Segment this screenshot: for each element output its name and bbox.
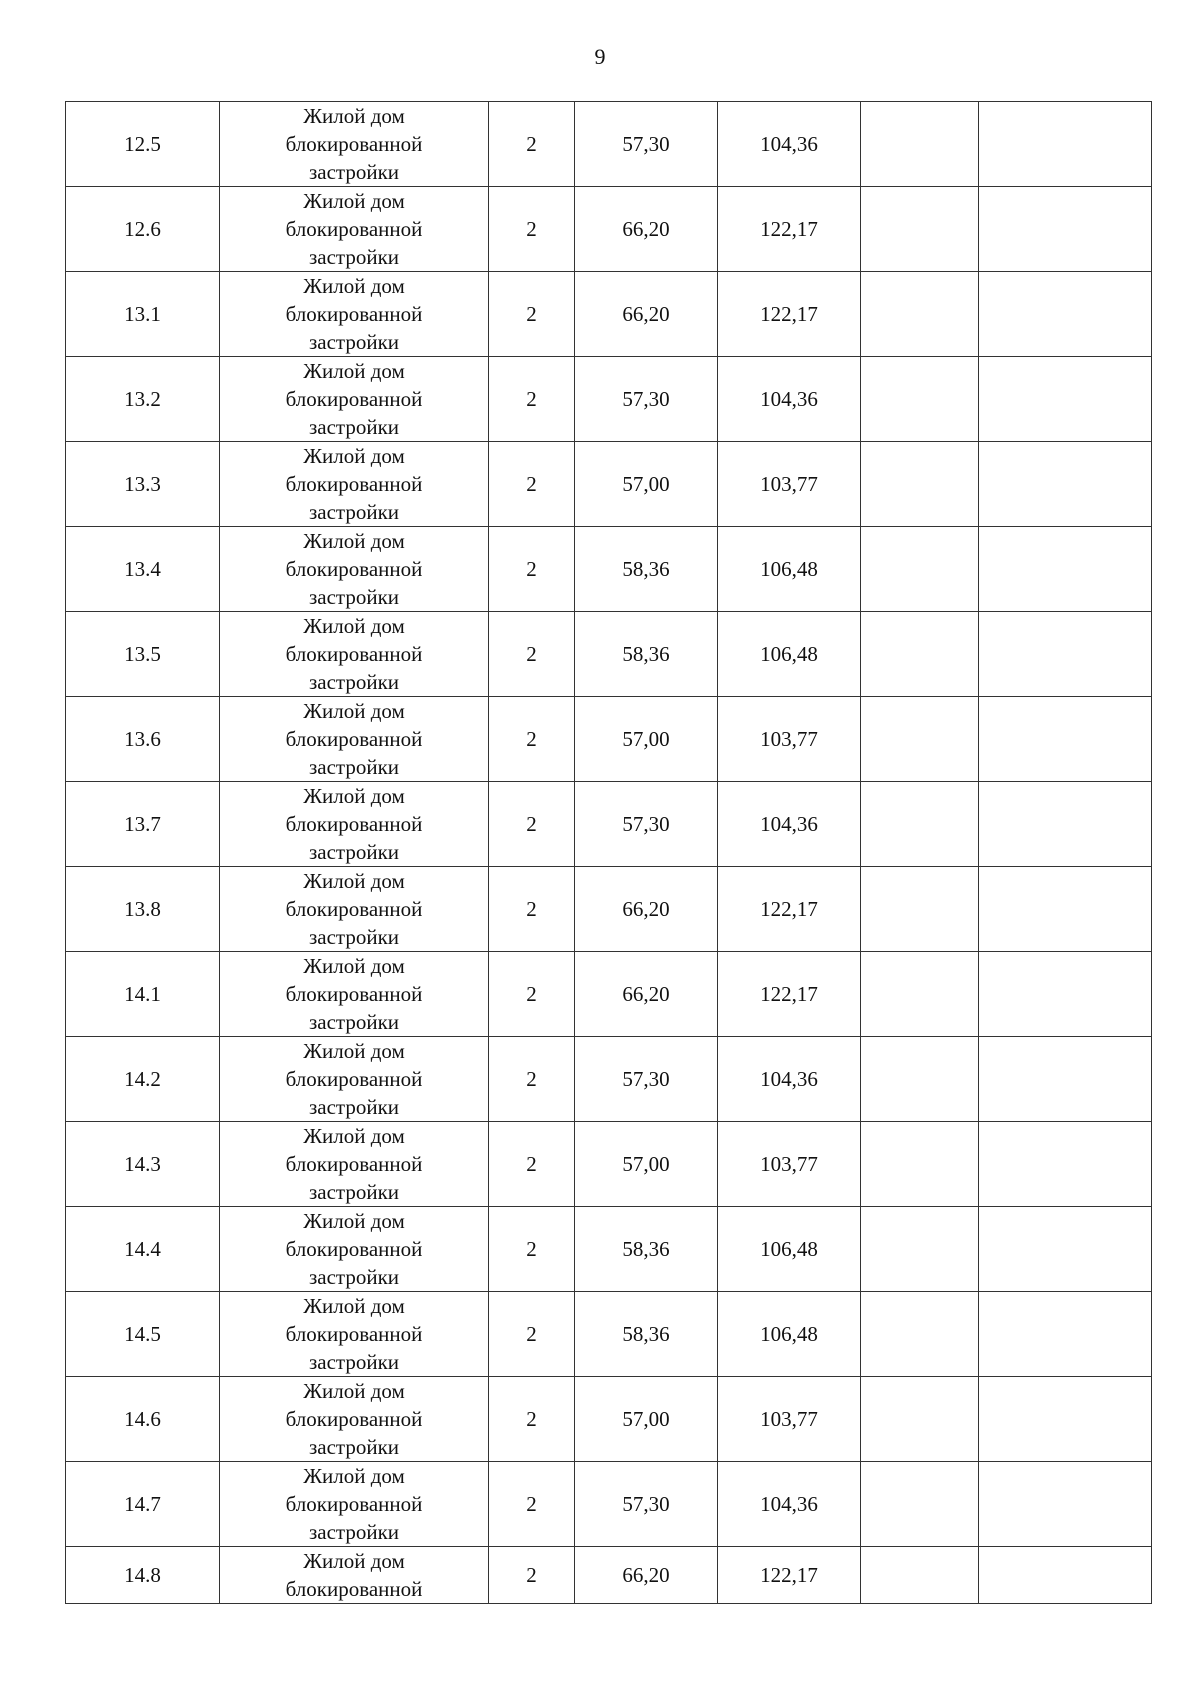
cell-object-name xyxy=(220,1122,489,1207)
object-name-line: Жилой дом xyxy=(303,104,405,128)
cell-empty-7 xyxy=(979,442,1152,527)
cell-area-1: 57,00 xyxy=(575,1377,718,1462)
cell-empty-6 xyxy=(861,357,979,442)
object-name-line: блокированной xyxy=(285,642,423,666)
cell-number: 13.1 xyxy=(66,272,220,357)
object-name-line: Жилой дом xyxy=(303,699,405,723)
object-name-line: блокированной xyxy=(285,727,423,751)
cell-empty-6 xyxy=(861,782,979,867)
object-name-line: блокированной xyxy=(285,1492,423,1516)
cell-area-1: 66,20 xyxy=(575,1547,718,1604)
object-name-line: Жилой дом xyxy=(303,1464,405,1488)
cell-empty-7 xyxy=(979,782,1152,867)
cell-floors: 2 xyxy=(489,1547,575,1604)
cell-area-1: 57,00 xyxy=(575,697,718,782)
cell-floors: 2 xyxy=(489,357,575,442)
object-name-line: блокированной xyxy=(285,387,423,411)
cell-number: 12.5 xyxy=(66,102,220,187)
cell-object-name xyxy=(220,1207,489,1292)
cell-empty-7 xyxy=(979,527,1152,612)
cell-floors: 2 xyxy=(489,527,575,612)
object-name-line: Жилой дом xyxy=(303,529,405,553)
table-row xyxy=(66,1207,1152,1292)
cell-empty-6 xyxy=(861,1292,979,1377)
cell-object-name xyxy=(220,612,489,697)
cell-object-name xyxy=(220,1037,489,1122)
cell-area-1: 57,30 xyxy=(575,1462,718,1547)
cell-floors: 2 xyxy=(489,102,575,187)
cell-empty-7 xyxy=(979,357,1152,442)
cell-empty-6 xyxy=(861,272,979,357)
object-name-line: застройки xyxy=(308,1520,400,1544)
object-name-line: застройки xyxy=(308,500,400,524)
cell-area-1: 57,00 xyxy=(575,1122,718,1207)
table-row xyxy=(66,527,1152,612)
object-name-line: блокированной xyxy=(285,557,423,581)
object-name-line: Жилой дом xyxy=(303,784,405,808)
table-row xyxy=(66,1547,1152,1604)
cell-area-2: 122,17 xyxy=(718,952,861,1037)
table-row xyxy=(66,697,1152,782)
object-name-line: застройки xyxy=(308,755,400,779)
cell-area-2: 122,17 xyxy=(718,187,861,272)
cell-number: 13.2 xyxy=(66,357,220,442)
object-name-line: Жилой дом xyxy=(303,359,405,383)
cell-empty-7 xyxy=(979,952,1152,1037)
object-name-line: блокированной xyxy=(285,217,423,241)
cell-empty-6 xyxy=(861,1207,979,1292)
object-name-line: застройки xyxy=(308,245,400,269)
cell-empty-6 xyxy=(861,952,979,1037)
cell-number: 14.5 xyxy=(66,1292,220,1377)
cell-number: 14.3 xyxy=(66,1122,220,1207)
cell-object-name xyxy=(220,357,489,442)
cell-area-1: 66,20 xyxy=(575,952,718,1037)
cell-empty-7 xyxy=(979,187,1152,272)
table-row xyxy=(66,1462,1152,1547)
cell-area-2: 106,48 xyxy=(718,527,861,612)
object-name-line: застройки xyxy=(308,1350,400,1374)
cell-object-name xyxy=(220,952,489,1037)
cell-empty-6 xyxy=(861,1547,979,1604)
cell-empty-7 xyxy=(979,867,1152,952)
cell-object-name xyxy=(220,442,489,527)
object-name-line: застройки xyxy=(308,415,400,439)
table-row xyxy=(66,357,1152,442)
cell-number: 13.3 xyxy=(66,442,220,527)
cell-object-name xyxy=(220,527,489,612)
cell-area-2: 104,36 xyxy=(718,1037,861,1122)
cell-empty-6 xyxy=(861,867,979,952)
cell-object-name xyxy=(220,867,489,952)
cell-area-1: 57,30 xyxy=(575,357,718,442)
cell-area-1: 58,36 xyxy=(575,1207,718,1292)
object-name-line: Жилой дом xyxy=(303,1209,405,1233)
object-name-line: Жилой дом xyxy=(303,1039,405,1063)
object-name-line: Жилой дом xyxy=(303,1549,405,1573)
object-name-line: блокированной xyxy=(285,472,423,496)
cell-empty-7 xyxy=(979,1462,1152,1547)
cell-floors: 2 xyxy=(489,1037,575,1122)
cell-object-name xyxy=(220,782,489,867)
cell-empty-7 xyxy=(979,1377,1152,1462)
cell-area-2: 104,36 xyxy=(718,102,861,187)
cell-object-name xyxy=(220,1462,489,1547)
cell-area-1: 58,36 xyxy=(575,1292,718,1377)
object-name-line: блокированной xyxy=(285,132,423,156)
table-row xyxy=(66,1037,1152,1122)
object-name-line: блокированной xyxy=(285,897,423,921)
table-row xyxy=(66,952,1152,1037)
cell-number: 14.2 xyxy=(66,1037,220,1122)
cell-area-2: 103,77 xyxy=(718,1122,861,1207)
object-name-line: блокированной xyxy=(285,812,423,836)
cell-area-2: 122,17 xyxy=(718,867,861,952)
cell-floors: 2 xyxy=(489,1122,575,1207)
cell-object-name xyxy=(220,697,489,782)
cell-number: 12.6 xyxy=(66,187,220,272)
object-name-line: блокированной xyxy=(285,1067,423,1091)
cell-empty-6 xyxy=(861,527,979,612)
object-name-line: Жилой дом xyxy=(303,614,405,638)
cell-object-name xyxy=(220,1292,489,1377)
cell-empty-7 xyxy=(979,1547,1152,1604)
cell-empty-6 xyxy=(861,1377,979,1462)
object-name-line: застройки xyxy=(308,670,400,694)
cell-empty-6 xyxy=(861,1122,979,1207)
cell-floors: 2 xyxy=(489,1292,575,1377)
cell-floors: 2 xyxy=(489,697,575,782)
cell-area-1: 66,20 xyxy=(575,272,718,357)
cell-number: 13.6 xyxy=(66,697,220,782)
cell-floors: 2 xyxy=(489,867,575,952)
cell-number: 14.8 xyxy=(66,1547,220,1604)
cell-floors: 2 xyxy=(489,782,575,867)
object-name-line: застройки xyxy=(308,1435,400,1459)
cell-area-2: 104,36 xyxy=(718,357,861,442)
object-name-line: застройки xyxy=(308,1265,400,1289)
table-row xyxy=(66,1377,1152,1462)
cell-area-1: 57,30 xyxy=(575,102,718,187)
cell-area-2: 103,77 xyxy=(718,697,861,782)
cell-area-1: 58,36 xyxy=(575,612,718,697)
cell-empty-6 xyxy=(861,1462,979,1547)
object-name-line: блокированной xyxy=(285,1152,423,1176)
cell-number: 13.8 xyxy=(66,867,220,952)
table-row xyxy=(66,867,1152,952)
cell-area-2: 104,36 xyxy=(718,1462,861,1547)
object-name-line: застройки xyxy=(308,925,400,949)
table-row xyxy=(66,612,1152,697)
object-name-line: застройки xyxy=(308,330,400,354)
table-body xyxy=(66,102,1152,1604)
cell-area-1: 57,30 xyxy=(575,1037,718,1122)
cell-empty-6 xyxy=(861,187,979,272)
cell-number: 14.4 xyxy=(66,1207,220,1292)
cell-empty-7 xyxy=(979,272,1152,357)
cell-area-2: 104,36 xyxy=(718,782,861,867)
table-row xyxy=(66,1292,1152,1377)
cell-area-1: 66,20 xyxy=(575,867,718,952)
cell-floors: 2 xyxy=(489,272,575,357)
cell-number: 13.7 xyxy=(66,782,220,867)
cell-floors: 2 xyxy=(489,1462,575,1547)
object-name-line: Жилой дом xyxy=(303,274,405,298)
object-name-line: застройки xyxy=(308,1010,400,1034)
table-row xyxy=(66,1122,1152,1207)
object-name-line: Жилой дом xyxy=(303,444,405,468)
object-name-line: застройки xyxy=(308,160,400,184)
object-name-line: блокированной xyxy=(285,1577,423,1601)
table-row xyxy=(66,102,1152,187)
cell-floors: 2 xyxy=(489,952,575,1037)
cell-number: 14.6 xyxy=(66,1377,220,1462)
cell-empty-7 xyxy=(979,1292,1152,1377)
object-name-line: блокированной xyxy=(285,302,423,326)
cell-object-name xyxy=(220,272,489,357)
object-name-line: блокированной xyxy=(285,1322,423,1346)
cell-empty-6 xyxy=(861,612,979,697)
cell-empty-7 xyxy=(979,102,1152,187)
cell-area-2: 106,48 xyxy=(718,1292,861,1377)
table-row xyxy=(66,272,1152,357)
cell-area-1: 57,00 xyxy=(575,442,718,527)
cell-empty-7 xyxy=(979,1122,1152,1207)
table-row xyxy=(66,187,1152,272)
table-row xyxy=(66,442,1152,527)
cell-empty-6 xyxy=(861,697,979,782)
cell-area-2: 122,17 xyxy=(718,272,861,357)
object-name-line: блокированной xyxy=(285,982,423,1006)
cell-area-1: 57,30 xyxy=(575,782,718,867)
cell-floors: 2 xyxy=(489,1377,575,1462)
cell-area-2: 106,48 xyxy=(718,612,861,697)
cell-floors: 2 xyxy=(489,442,575,527)
buildings-table xyxy=(65,101,1152,1604)
cell-empty-6 xyxy=(861,1037,979,1122)
cell-area-1: 66,20 xyxy=(575,187,718,272)
cell-empty-7 xyxy=(979,697,1152,782)
object-name-line: Жилой дом xyxy=(303,869,405,893)
cell-object-name xyxy=(220,102,489,187)
cell-empty-7 xyxy=(979,1037,1152,1122)
object-name-line: блокированной xyxy=(285,1407,423,1431)
object-name-line: Жилой дом xyxy=(303,954,405,978)
cell-object-name xyxy=(220,1377,489,1462)
cell-floors: 2 xyxy=(489,612,575,697)
cell-number: 13.5 xyxy=(66,612,220,697)
cell-area-2: 122,17 xyxy=(718,1547,861,1604)
cell-empty-6 xyxy=(861,442,979,527)
object-name-line: застройки xyxy=(308,1180,400,1204)
cell-floors: 2 xyxy=(489,1207,575,1292)
object-name-line: блокированной xyxy=(285,1237,423,1261)
cell-empty-7 xyxy=(979,1207,1152,1292)
table-row xyxy=(66,782,1152,867)
cell-number: 14.1 xyxy=(66,952,220,1037)
cell-number: 14.7 xyxy=(66,1462,220,1547)
object-name-line: застройки xyxy=(308,585,400,609)
object-name-line: Жилой дом xyxy=(303,1294,405,1318)
cell-number: 13.4 xyxy=(66,527,220,612)
cell-object-name xyxy=(220,187,489,272)
object-name-line: Жилой дом xyxy=(303,1124,405,1148)
cell-empty-6 xyxy=(861,102,979,187)
cell-area-2: 106,48 xyxy=(718,1207,861,1292)
page-number: 9 xyxy=(594,44,606,69)
object-name-line: Жилой дом xyxy=(303,1379,405,1403)
cell-area-2: 103,77 xyxy=(718,1377,861,1462)
object-name-line: застройки xyxy=(308,840,400,864)
cell-area-1: 58,36 xyxy=(575,527,718,612)
object-name-line: застройки xyxy=(308,1095,400,1119)
cell-floors: 2 xyxy=(489,187,575,272)
object-name-line: Жилой дом xyxy=(303,189,405,213)
cell-object-name xyxy=(220,1547,489,1604)
cell-area-2: 103,77 xyxy=(718,442,861,527)
cell-empty-7 xyxy=(979,612,1152,697)
